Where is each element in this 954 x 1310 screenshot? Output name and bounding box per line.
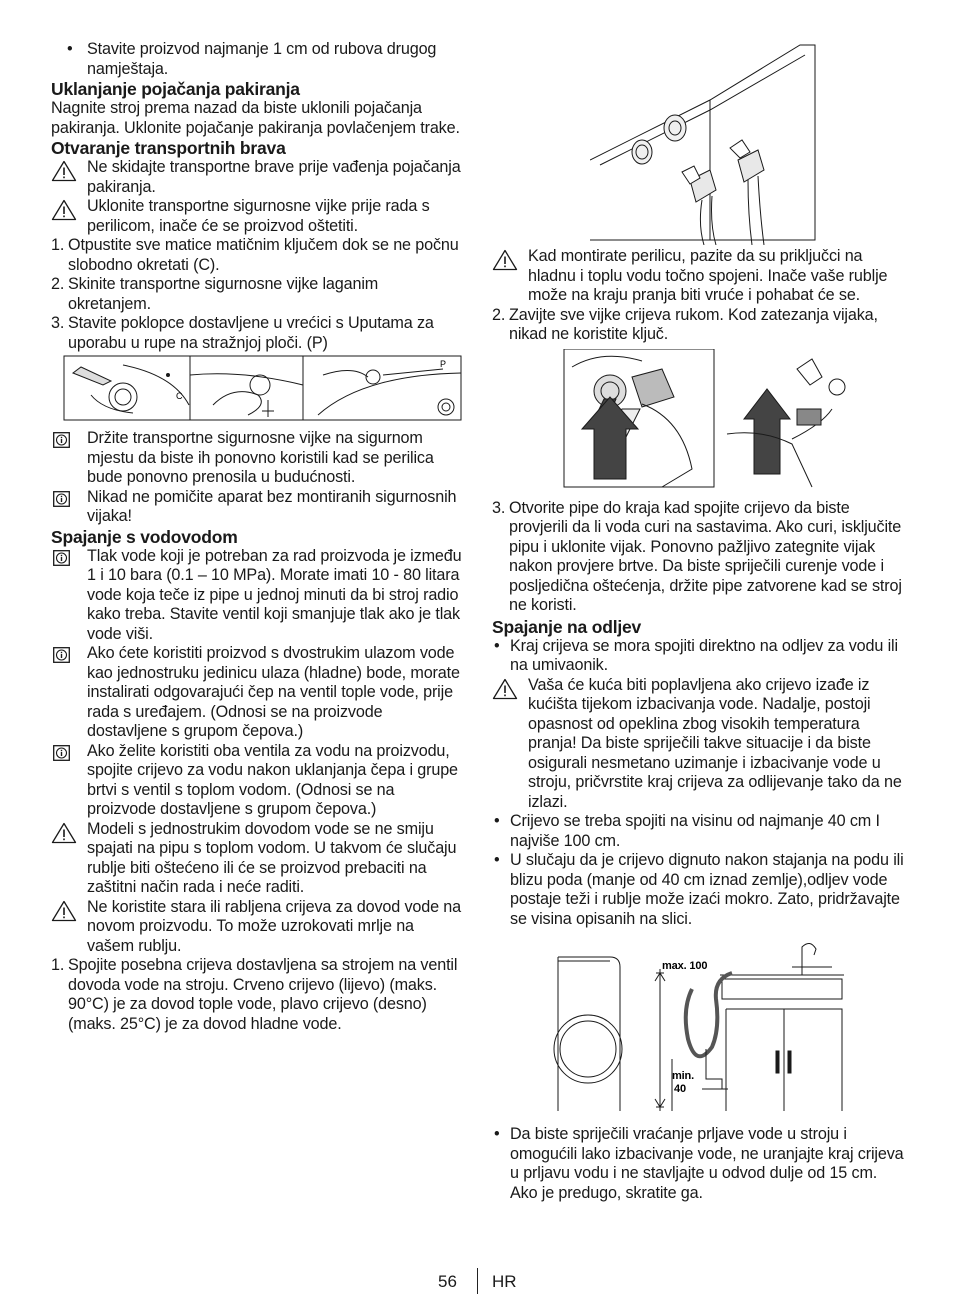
right-column <box>492 40 906 1203</box>
warning-text: Modeli s jednostrukim dovodom vode se ne smiju spajati na pipu s toplom vodom. U takvom će slučaju rublje biti oštećeno ili će se proizvod prebaciti na zaštitni način rada i neće raditi. <box>87 819 457 896</box>
step-number: 2. <box>51 275 65 293</box>
info-text: Nikad ne pomičite aparat bez montiranih sigurnosnih vijaka! <box>87 487 457 525</box>
info-note <box>51 429 463 488</box>
step-item <box>492 499 906 616</box>
bullet-marker: • <box>494 812 500 830</box>
warning-text: Ne koristite stara ili rabljena crijeva za dovod vode na novom proizvodu. To može uzrokovati mrlje na vašem rublju. <box>87 897 461 955</box>
step-item <box>492 306 906 345</box>
figure-label-p: P <box>440 359 446 369</box>
step-number: 1. <box>51 236 65 254</box>
step-text: Stavite poklopce dostavljene u vrećici s Uputama za uporabu u rupe na stražnjoj ploči. (P) <box>68 314 434 352</box>
info-note <box>51 488 463 527</box>
step-number: 1. <box>51 956 65 974</box>
warning-icon <box>51 900 77 922</box>
info-icon <box>53 647 70 663</box>
figure-label-min: min. <box>672 1070 695 1082</box>
step-text: Zavijte sve vijke crijeva rukom. Kod zatezanja vijaka, nikad ne koristite ključ. <box>509 305 878 343</box>
hose-connection-figure <box>590 40 954 245</box>
bullet-marker: • <box>67 40 73 58</box>
list-item <box>492 1125 906 1203</box>
warning-icon <box>51 160 77 182</box>
info-icon <box>53 745 70 761</box>
bullet-marker: • <box>494 1125 500 1143</box>
step-item <box>51 236 463 275</box>
warning-note <box>492 676 906 813</box>
warning-icon <box>492 678 518 700</box>
step-text: Otpustite sve matice matičnim ključem dok se ne počnu slobodno okretati (C). <box>68 236 459 274</box>
step-number: 3. <box>492 498 506 517</box>
warning-icon <box>51 199 77 221</box>
figure-label-c: C <box>176 391 183 401</box>
list-item <box>492 637 906 676</box>
transport-bolt-figure <box>63 355 475 423</box>
footer-divider <box>477 1268 478 1294</box>
info-icon <box>53 550 70 566</box>
step-text: Skinite transportne sigurnosne vijke laganim okretanjem. <box>68 275 379 313</box>
step-text: Spojite posebna crijeva dostavljena sa strojem na ventil dovoda vode na stroju. Crveno crijevo (lijevo) (maks. 90°C) je za dovod tople vode, plavo crijevo (desno) (maks. 25°C) je za dovod hladne vode. <box>68 956 458 1033</box>
page-number: 56 <box>438 1272 457 1291</box>
step-item <box>51 314 463 353</box>
info-text: Tlak vode koji je potreban za rad proizvoda je između 1 i 10 bara (0.1 – 10 MPa). Morate imati 10 - 80 litara vode koja teče iz pipe u jednoj minuti da bi stroj radio kako treba. Stavite ventil koji smanjuje tlak ako je tlak vode viši. <box>87 546 462 643</box>
info-text: Držite transportne sigurnosne vijke na sigurnom mjestu da biste ih ponovno koristili kad se perilica bude ponovno prenosila u budućnosti. <box>87 429 434 486</box>
warning-text: Kad montirate perilicu, pazite da su priključci na hladnu i toplu vodu točno spojeni. Inače vaše rublje može na kraju pranja biti vruće i pohabat će se. <box>528 247 888 304</box>
figure-label-min-value: 40 <box>674 1083 686 1095</box>
info-note <box>51 547 463 645</box>
drain-height-figure <box>492 939 906 1119</box>
warning-text: Ne skidajte transportne brave prije vađenja pojačanja pakiranja. <box>87 158 461 196</box>
info-icon <box>53 491 70 507</box>
paragraph: U slučaju da je crijevo dignuto nakon stajanja na podu ili blizu poda (manje od 40 cm iznad zemlje),odljev vode postaje teži i rublje može izaći mokro. Zato, pridržavajte se visina opisanih na slici. <box>510 851 904 928</box>
info-note <box>51 644 463 742</box>
paragraph: Crijevo se treba spojiti na visinu od najmanje 40 cm I najviše 100 cm. <box>510 812 880 850</box>
heading-water-supply: Spajanje s vodovodom <box>51 526 238 547</box>
warning-note <box>51 197 463 236</box>
warning-icon <box>51 822 77 844</box>
paragraph-packaging: Nagnite stroj prema nazad da biste uklonili pojačanja pakiranja. Uklonite pojačanje pakiranja povlačenjem trake. <box>51 99 460 137</box>
bullet-marker: • <box>494 851 500 869</box>
step-text: Otvorite pipe do kraja kad spojite crijevo da biste provjerili da li voda curi na sastavima. Ako curi, isključite pipu i uklonite vijak. Ponovno pažljivo zategnite vijak nakon provjere brtve. Da biste spriječili curenje vode i posljedična oštećenja, držite pipe zatvorene kad se stroj ne koristi. <box>509 498 902 614</box>
warning-note <box>51 820 463 898</box>
paragraph: Da biste spriječili vraćanje prljave vode u stroju i omogućili lako izbacivanje vode, ne uranjajte kraj crijeva u prljavu vodu i ne stavljajte u odvod dulje od 15 cm. Ako je predugo, skratite ga. <box>510 1125 904 1202</box>
list-item <box>492 812 906 851</box>
hand-tighten-figure <box>492 349 906 489</box>
warning-note <box>51 898 463 957</box>
figure-label-max: max. 100 <box>662 960 708 972</box>
info-note <box>51 742 463 820</box>
warning-note <box>51 158 463 197</box>
step-item <box>51 275 463 314</box>
paragraph: Kraj crijeva se mora spojiti direktno na odljev za vodu ili na umivaonik. <box>510 636 898 674</box>
heading-transport-locks: Otvaranje transportnih brava <box>51 138 286 158</box>
step-number: 2. <box>492 305 506 324</box>
step-item <box>51 956 463 1034</box>
list-item <box>492 851 906 929</box>
list-item <box>51 40 463 79</box>
left-column <box>51 40 463 1034</box>
warning-note <box>492 247 906 306</box>
figure-panel <box>303 356 461 420</box>
warning-icon <box>492 249 518 271</box>
bullet-marker: • <box>494 636 500 655</box>
info-icon <box>53 432 70 448</box>
paragraph: Stavite proizvod najmanje 1 cm od rubova drugog namještaja. <box>87 40 437 78</box>
heading-drain: Spajanje na odljev <box>492 616 642 637</box>
warning-text: Uklonite transportne sigurnosne vijke prije rada s perilicom, inače će se proizvod oštetiti. <box>87 197 430 235</box>
language-code: HR <box>492 1272 517 1291</box>
step-number: 3. <box>51 314 65 332</box>
info-text: Ako ćete koristiti proizvod s dvostrukim ulazom vode kao jednostruku jedinicu ulaza (hladne) bode, morate instalirati odgovarajući čep na ventil tople vode, prije rada s uređajem. (Odnosi se na proizvode dostavljene s grupom čepova.) <box>87 644 460 740</box>
warning-text: Vaša će kuća biti poplavljena ako crijevo izađe iz kućišta tijekom izbacivanja vode. Nadalje, postoji opasnost od opeklina zbog visokih temperatura pranja! Da biste spriječili takve situacije i da biste osigurali nesmetano uzimanje i izbacivanje vode u stroju, pričvrstite kraj crijeva za odlijevanje tako da ne izlazi. <box>528 675 902 811</box>
info-text: Ako želite koristiti oba ventila za vodu na proizvodu, spojite crijevo za vodu nakon uklanjanja čepa i grupe brtvi s ventil s toplom vodom. (Odnosi se na proizvode dostavljene s grupom čepova.) <box>87 741 458 818</box>
figure-panel <box>190 356 303 420</box>
heading-packaging: Uklanjanje pojačanja pakiranja <box>51 79 300 99</box>
